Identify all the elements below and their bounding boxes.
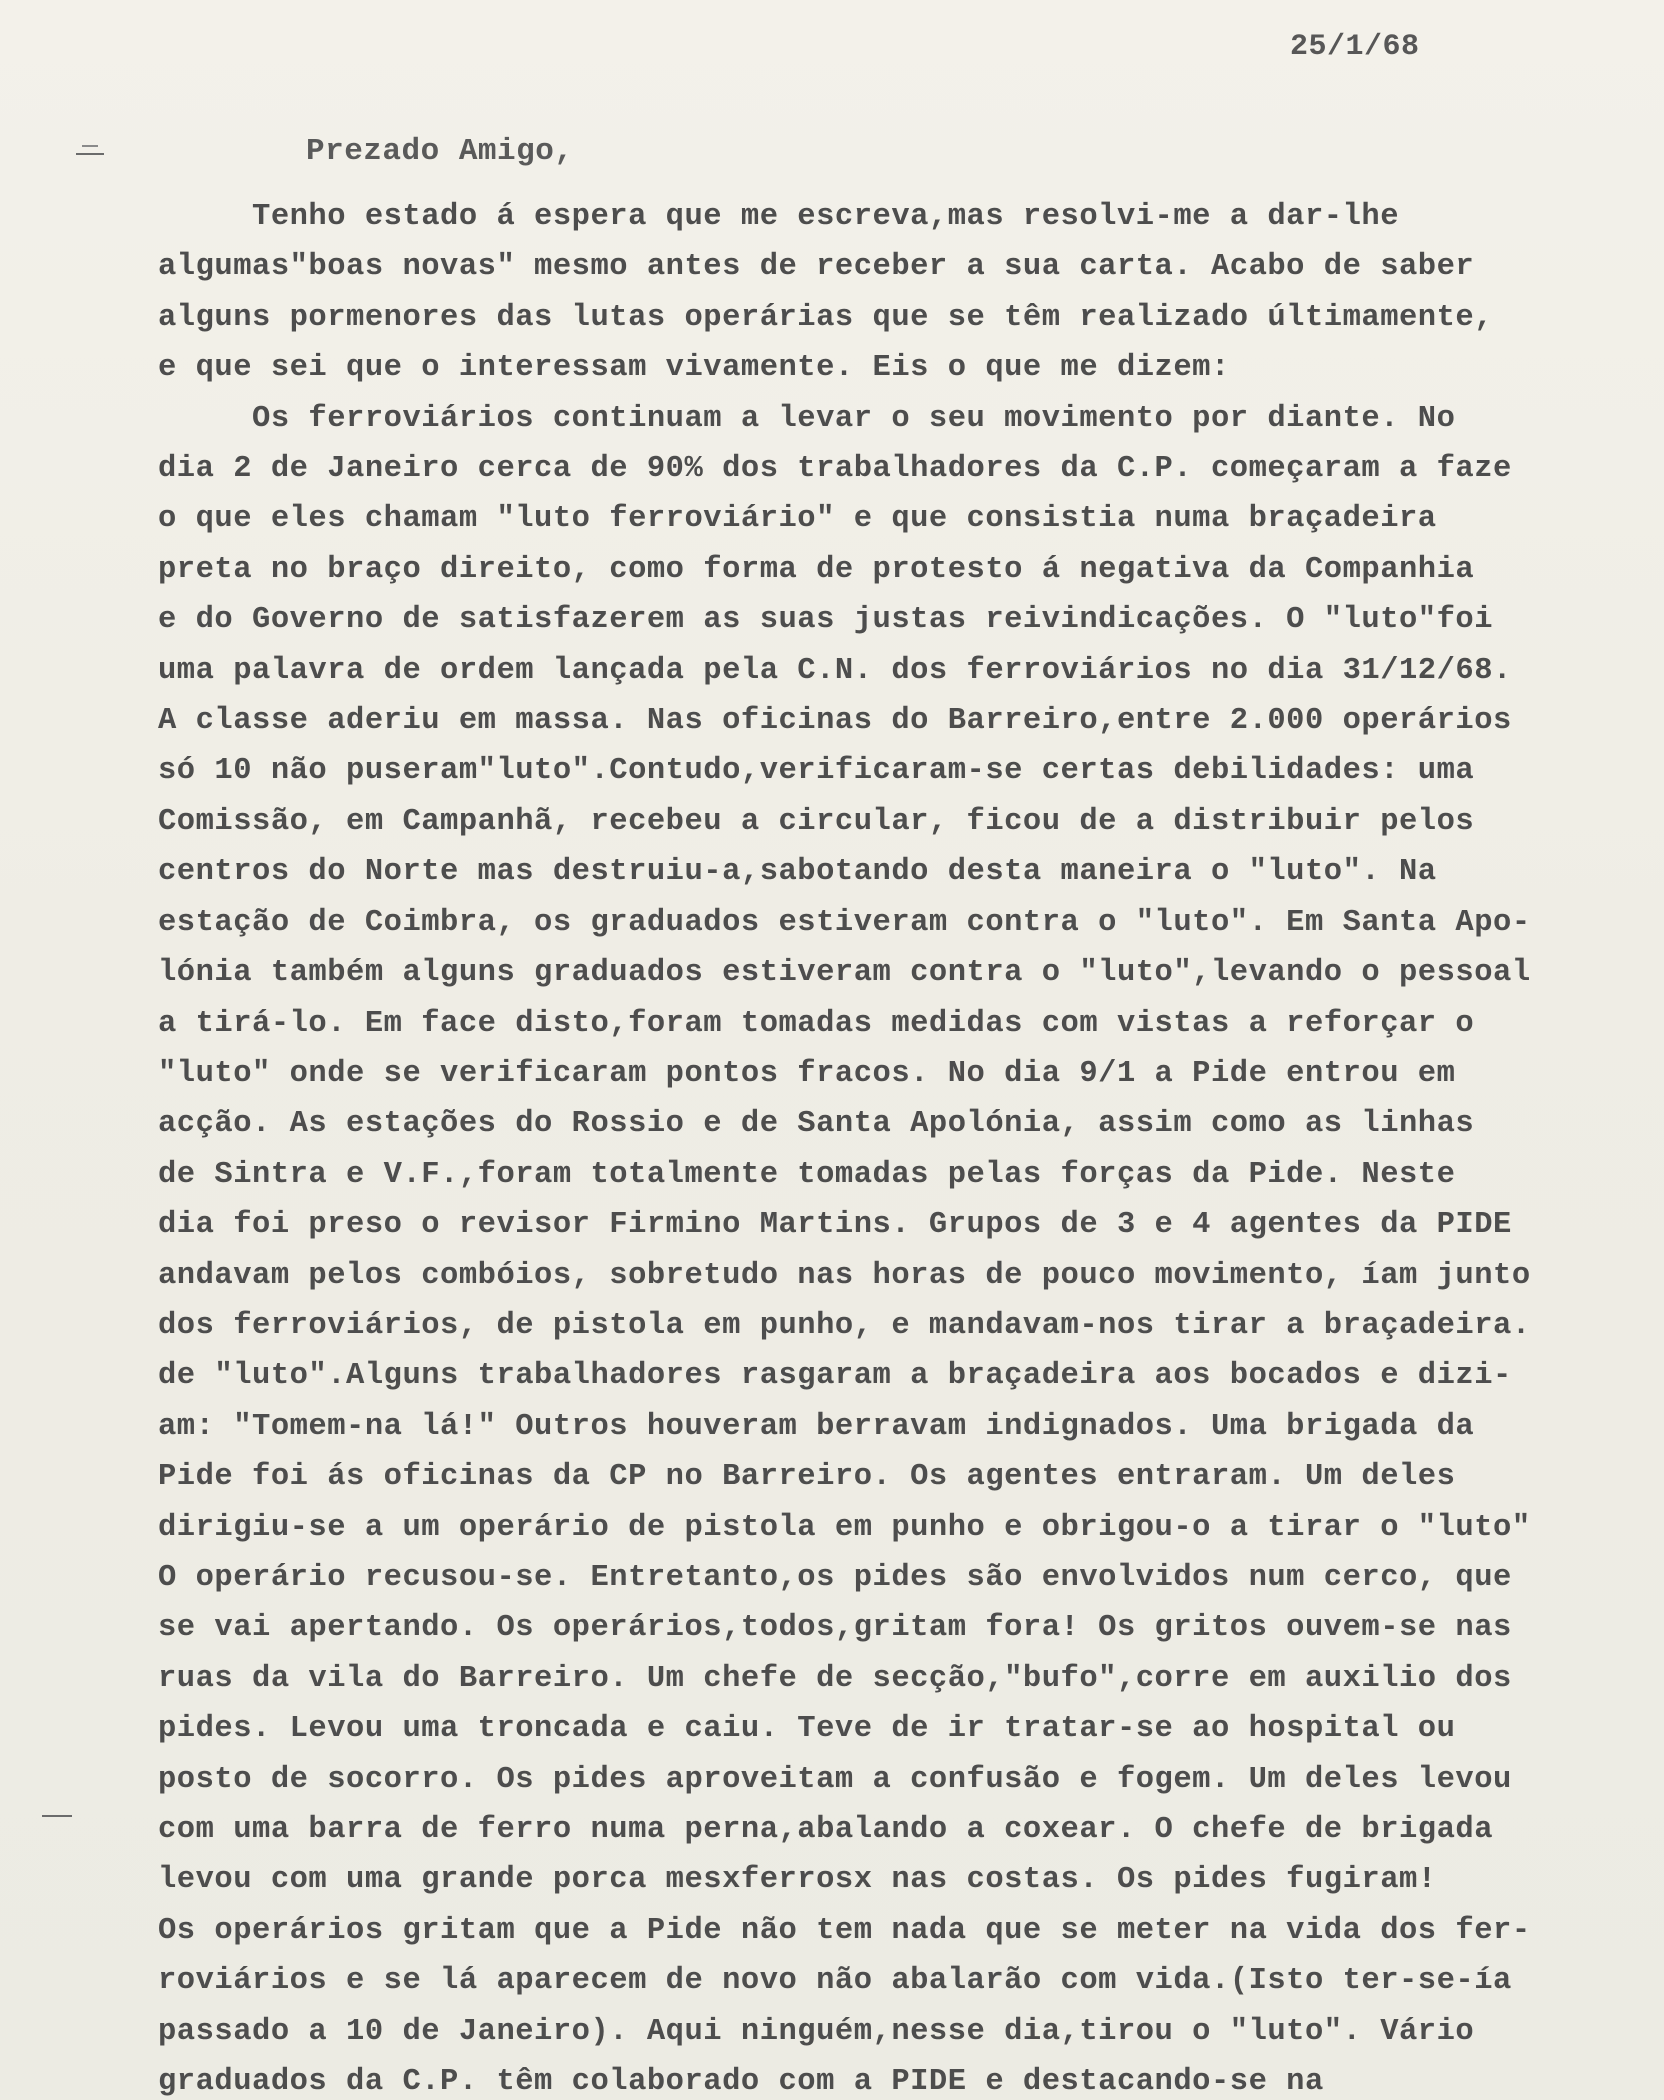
body-line: pides. Levou uma troncada e caiu. Teve de ir tratar-se ao hospital ou xyxy=(158,1712,1456,1747)
punch-hole-mark xyxy=(76,153,104,155)
body-line: O operário recusou-se. Entretanto,os pides são envolvidos num cerco, que xyxy=(158,1560,1512,1595)
body-line: e do Governo de satisfazerem as suas justas reivindicações. O "luto"foi xyxy=(158,603,1494,638)
body-line: passado a 10 de Janeiro). Aqui ninguém,nesse dia,tirou o "luto". Vário xyxy=(158,2014,1475,2049)
body-line: alguns pormenores das lutas operárias que se têm realizado últimamente, xyxy=(158,300,1494,335)
body-line: levou com uma grande porca mesxferrosx nas costas. Os pides fugiram! xyxy=(158,1863,1437,1898)
body-line: Os ferroviários continuam a levar o seu movimento por diante. No xyxy=(158,401,1456,436)
body-line: am: "Tomem-na lá!" Outros houveram berravam indignados. Uma brigada da xyxy=(158,1409,1475,1444)
body-line: lónia também alguns graduados estiveram contra o "luto",levando o pessoal xyxy=(158,956,1531,991)
body-line: Os operários gritam que a Pide não tem nada que se meter na vida dos fer- xyxy=(158,1913,1531,1948)
body-line: graduados da C.P. têm colaborado com a PIDE e destacando-se na xyxy=(158,2065,1324,2100)
body-line: de "luto".Alguns trabalhadores rasgaram a braçadeira aos bocados e dizi- xyxy=(158,1359,1512,1394)
body-line: preta no braço direito, como forma de protesto á negativa da Companhia xyxy=(158,552,1475,587)
body-line: com uma barra de ferro numa perna,abalando a coxear. O chefe de brigada xyxy=(158,1813,1494,1847)
body-line: Tenho estado á espera que me escreva,mas resolvi-me a dar-lhe xyxy=(158,200,1399,234)
body-line: dia 2 de Janeiro cerca de 90% dos trabalhadores da C.P. começaram a faze xyxy=(158,452,1512,487)
body-line: algumas"boas novas" mesmo antes de receber a sua carta. Acabo de saber xyxy=(158,250,1475,285)
body-line: de Sintra e V.F.,foram totalmente tomadas pelas forças da Pide. Neste xyxy=(158,1157,1456,1192)
body-line: acção. As estações do Rossio e de Santa Apolónia, assim como as linhas xyxy=(158,1107,1475,1142)
body-line: se vai apertando. Os operários,todos,gritam fora! Os gritos ouvem-se nas xyxy=(158,1611,1512,1646)
letter-salutation: Prezado Amigo, xyxy=(306,134,574,169)
body-line: posto de socorro. Os pides aproveitam a confusão e fogem. Um deles levou xyxy=(158,1762,1512,1797)
body-line: andavam pelos combóios, sobretudo nas horas de pouco movimento, íam junto xyxy=(158,1258,1531,1293)
letter-date: 25/1/68 xyxy=(1290,30,1420,64)
body-line: só 10 não puseram"luto".Contudo,verificaram-se certas debilidades: uma xyxy=(158,754,1475,789)
body-line: ruas da vila do Barreiro. Um chefe de secção,"bufo",corre em auxilio dos xyxy=(158,1661,1512,1696)
body-line: dos ferroviários, de pistola em punho, e mandavam-nos tirar a braçadeira. xyxy=(158,1308,1531,1343)
body-line: dia foi preso o revisor Firmino Martins. Grupos de 3 e 4 agentes da PIDE xyxy=(158,1208,1512,1243)
body-line: estação de Coimbra, os graduados estiveram contra o "luto". Em Santa Apo- xyxy=(158,905,1531,940)
body-line: "luto" onde se verificaram pontos fracos. No dia 9/1 a Pide entrou em xyxy=(158,1056,1456,1091)
body-line: e que sei que o interessam vivamente. Eis o que me dizem: xyxy=(158,351,1230,386)
body-line: o que eles chamam "luto ferroviário" e que consistia numa braçadeira xyxy=(158,502,1437,537)
body-line: Comissão, em Campanhã, recebeu a circular, ficou de a distribuir pelos xyxy=(158,804,1475,839)
body-line: roviários e se lá aparecem de novo não abalarão com vida.(Isto ter-se-ía xyxy=(158,1964,1512,1999)
body-line: centros do Norte mas destruiu-a,sabotando desta maneira o "luto". Na xyxy=(158,855,1437,890)
body-line: a tirá-lo. Em face disto,foram tomadas medidas com vistas a reforçar o xyxy=(158,1006,1475,1041)
body-line: dirigiu-se a um operário de pistola em punho e obrigou-o a tirar o "luto" xyxy=(158,1510,1531,1545)
body-line: uma palavra de ordem lançada pela C.N. dos ferroviários no dia 31/12/68. xyxy=(158,653,1512,688)
fold-mark xyxy=(42,1815,72,1817)
body-line: A classe aderiu em massa. Nas oficinas do Barreiro,entre 2.000 operários xyxy=(158,704,1512,739)
body-line: Pide foi ás oficinas da CP no Barreiro. Os agentes entraram. Um deles xyxy=(158,1460,1456,1495)
letter-body xyxy=(158,192,1638,2100)
